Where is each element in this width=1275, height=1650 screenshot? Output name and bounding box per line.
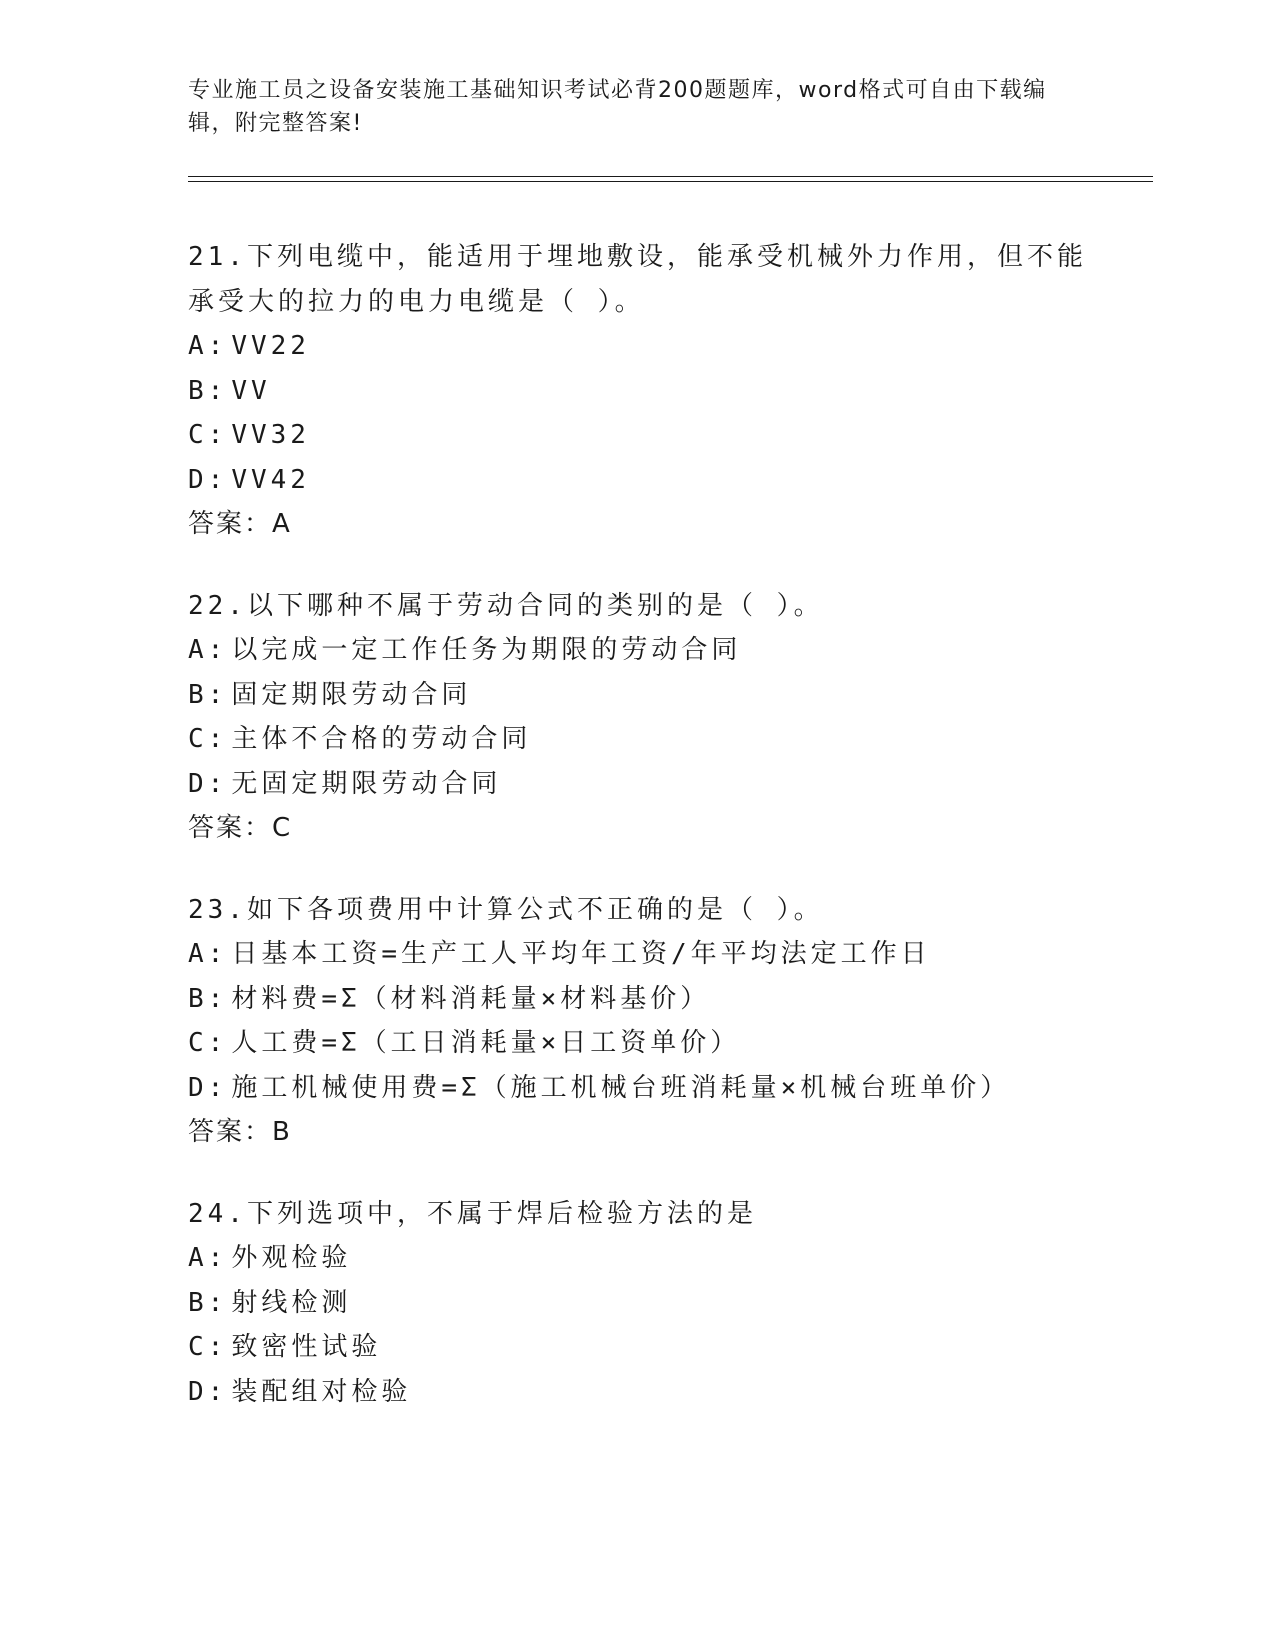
answer-label: 答案：B bbox=[188, 1117, 292, 1147]
option-text: 射线检测 bbox=[231, 1287, 352, 1318]
option-letter: B: bbox=[188, 679, 228, 710]
option-text: VV bbox=[231, 375, 271, 406]
option-text: 主体不合格的劳动合同 bbox=[231, 724, 532, 754]
header-divider-bottom bbox=[188, 181, 1153, 182]
document-header-title: 专业施工员之设备安装施工基础知识考试必背200题题库，word格式可自由下载编辑，附完整答案! bbox=[188, 78, 1047, 136]
option-d bbox=[188, 1066, 1088, 1111]
option-b bbox=[188, 673, 1088, 718]
answer-label: 答案：C bbox=[188, 813, 293, 843]
option-letter: D: bbox=[188, 464, 228, 495]
option-c bbox=[188, 1325, 1088, 1370]
option-letter: C: bbox=[188, 724, 228, 754]
option-a bbox=[188, 1236, 1088, 1281]
option-letter: A: bbox=[188, 1243, 228, 1273]
option-letter: C: bbox=[188, 420, 228, 450]
option-text: 日基本工资=生产工人平均年工资/年平均法定工作日 bbox=[231, 939, 931, 969]
question-stem: 23.如下各项费用中计算公式不正确的是（ ）。 bbox=[188, 894, 824, 925]
option-b bbox=[188, 977, 1088, 1022]
option-text: VV32 bbox=[231, 420, 310, 450]
option-text: 施工机械使用费=Σ（施工机械台班消耗量×机械台班单价） bbox=[231, 1072, 1011, 1103]
option-letter: C: bbox=[188, 1332, 228, 1362]
option-a bbox=[188, 628, 1088, 673]
option-text: 固定期限劳动合同 bbox=[231, 679, 472, 710]
question-list bbox=[188, 235, 1088, 1451]
answer-label: 答案：A bbox=[188, 509, 292, 539]
option-text: VV42 bbox=[231, 464, 310, 495]
header-divider-top bbox=[188, 176, 1153, 177]
option-text: 致密性试验 bbox=[231, 1332, 382, 1362]
question-22 bbox=[188, 584, 1088, 851]
option-c bbox=[188, 1021, 1088, 1066]
question-stem: 24.下列选项中，不属于焊后检验方法的是 bbox=[188, 1198, 757, 1229]
option-d bbox=[188, 762, 1088, 807]
option-letter: B: bbox=[188, 375, 228, 406]
option-letter: D: bbox=[188, 768, 228, 799]
option-b bbox=[188, 369, 1088, 414]
question-21 bbox=[188, 235, 1088, 547]
option-c bbox=[188, 717, 1088, 762]
question-stem: 22.以下哪种不属于劳动合同的类别的是（ ）。 bbox=[188, 590, 824, 621]
option-d bbox=[188, 1370, 1088, 1415]
option-text: 人工费=Σ（工日消耗量×日工资单价） bbox=[231, 1028, 741, 1058]
option-b bbox=[188, 1281, 1088, 1326]
option-letter: C: bbox=[188, 1028, 228, 1058]
option-letter: A: bbox=[188, 635, 228, 665]
option-letter: D: bbox=[188, 1072, 228, 1103]
question-stem: 21.下列电缆中，能适用于埋地敷设，能承受机械外力作用，但不能承受大的拉力的电力电缆是（ ）。 bbox=[188, 242, 1087, 317]
option-a bbox=[188, 324, 1088, 369]
option-c bbox=[188, 413, 1088, 458]
option-letter: B: bbox=[188, 1287, 228, 1318]
question-24 bbox=[188, 1192, 1088, 1415]
option-d bbox=[188, 458, 1088, 503]
option-letter: A: bbox=[188, 939, 228, 969]
option-text: 材料费=Σ（材料消耗量×材料基价） bbox=[231, 983, 711, 1014]
question-23 bbox=[188, 888, 1088, 1155]
option-a bbox=[188, 932, 1088, 977]
option-letter: B: bbox=[188, 983, 228, 1014]
option-letter: D: bbox=[188, 1376, 228, 1407]
option-text: 以完成一定工作任务为期限的劳动合同 bbox=[231, 635, 742, 665]
option-text: 外观检验 bbox=[231, 1243, 352, 1273]
option-text: VV22 bbox=[231, 331, 310, 361]
option-letter: A: bbox=[188, 331, 228, 361]
option-text: 无固定期限劳动合同 bbox=[231, 768, 502, 799]
option-text: 装配组对检验 bbox=[231, 1376, 412, 1407]
